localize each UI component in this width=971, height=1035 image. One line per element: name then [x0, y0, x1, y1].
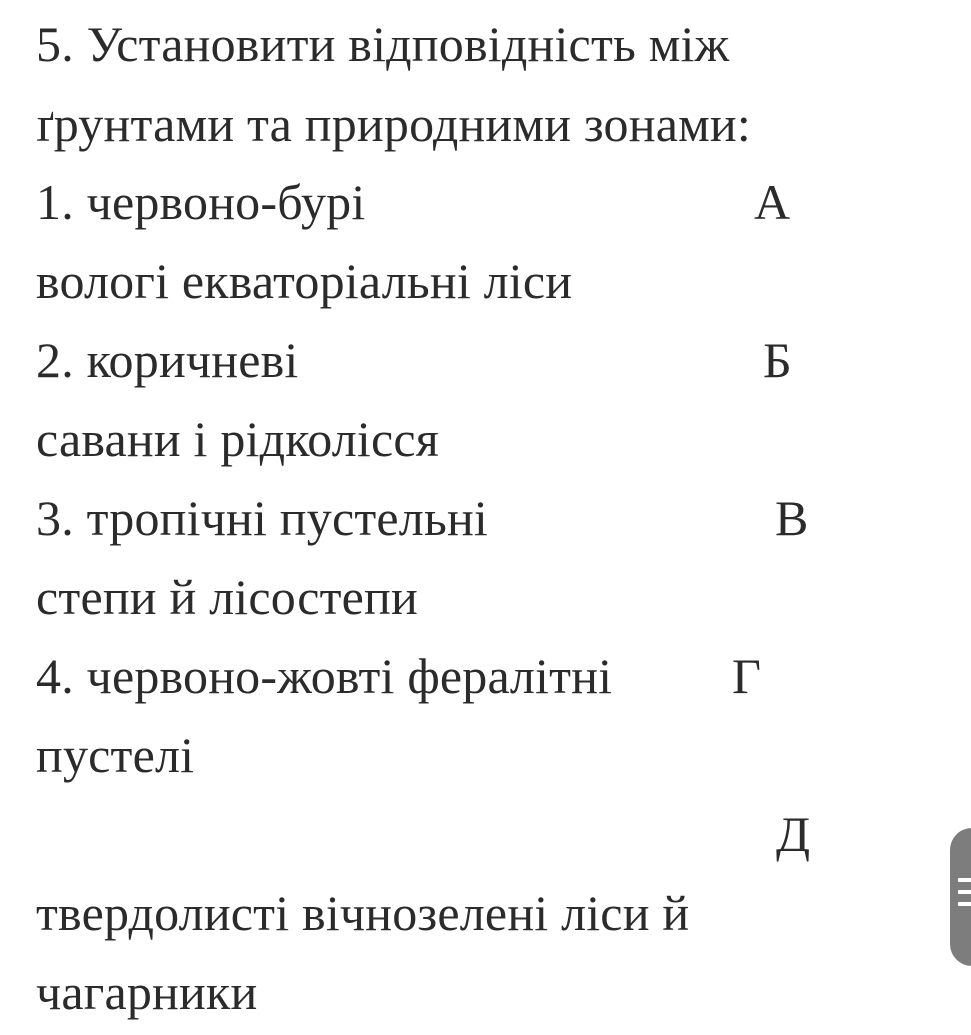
soil-item-1: 1. червоно-бурі [36, 174, 366, 230]
zone-text-d-line-1: твердолисті вічнозелені ліси й [36, 885, 690, 941]
zone-text-d-line-2: чагарники [36, 964, 258, 1020]
zone-letter-b: Б [763, 332, 792, 388]
menu-lines-icon [958, 878, 971, 914]
question-title-line-2: ґрунтами та природними зонами: [36, 96, 751, 152]
side-menu-handle[interactable] [950, 828, 971, 966]
question-title-line-1: 5. Установити відповідність між [36, 16, 730, 72]
zone-letter-v: В [775, 490, 809, 546]
zone-letter-g: Г [732, 648, 761, 704]
zone-text-v: степи й лісостепи [36, 569, 418, 625]
zone-text-b: савани і рідколісся [36, 411, 439, 467]
soil-item-4: 4. червоно-жовті ферaлітні [36, 648, 613, 704]
zone-letter-d: Д [776, 806, 811, 862]
soil-item-2: 2. коричневі [36, 332, 299, 388]
zone-text-g: пустелі [36, 727, 195, 783]
soil-item-3: 3. тропічні пустельні [36, 490, 489, 546]
zone-text-a: вологі екваторіальні ліси [36, 253, 573, 309]
zone-letter-a: А [754, 174, 791, 230]
